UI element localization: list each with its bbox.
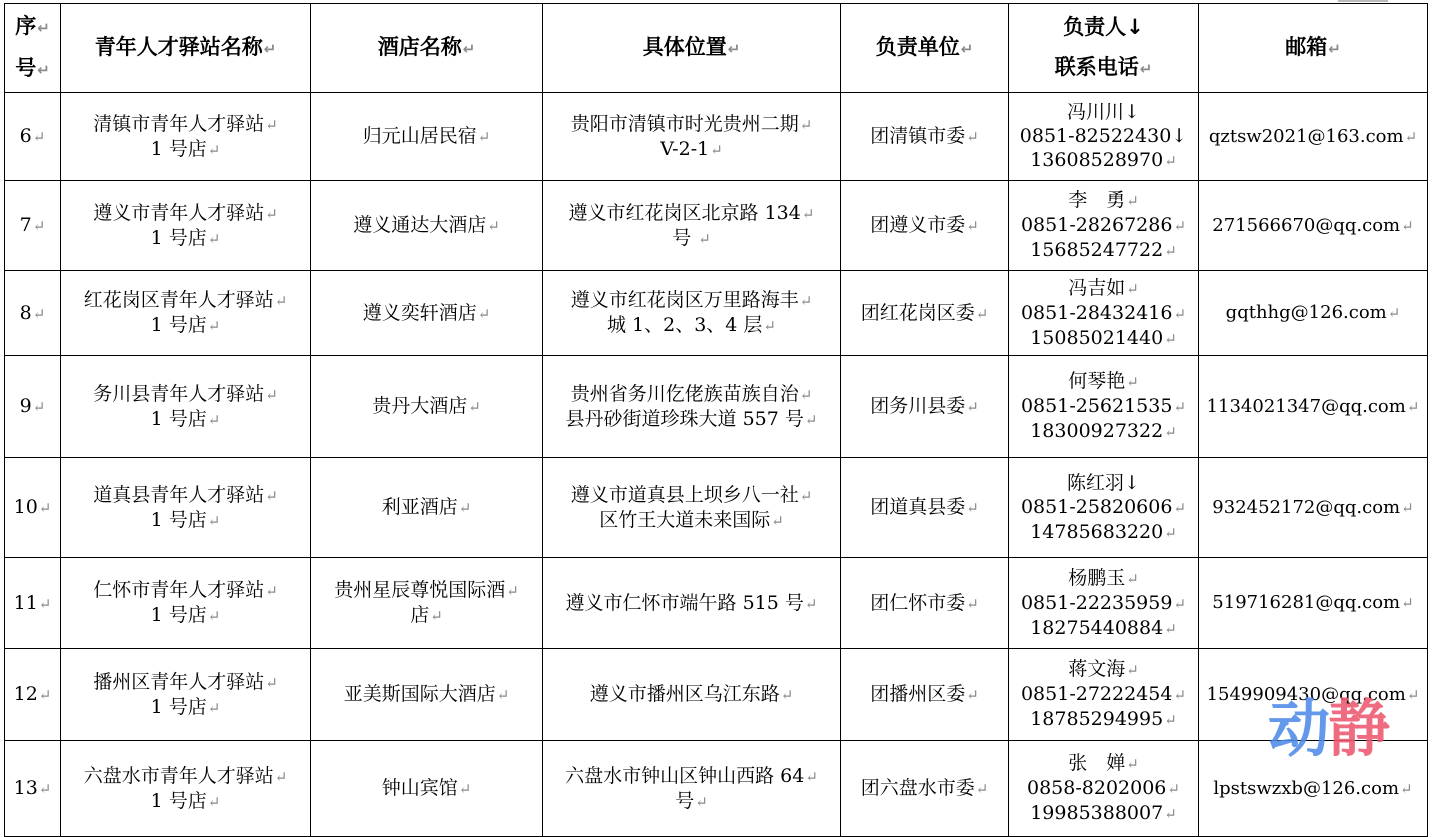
paragraph-mark-icon: ↵	[1401, 594, 1414, 612]
contact-cell	[1009, 93, 1199, 181]
youth-talent-station-table	[4, 3, 1428, 837]
email-cell	[1199, 649, 1428, 741]
paragraph-mark-icon: ↵	[38, 499, 52, 517]
cell-line: 10↵	[13, 496, 52, 518]
paragraph-mark-icon: ↵	[780, 686, 794, 704]
cell-line: 城 1、2、3、4 层↵	[606, 314, 776, 336]
paragraph-mark-icon: ↵	[462, 40, 476, 58]
paragraph-mark-icon: ↵	[263, 40, 277, 58]
station-name-cell	[61, 181, 311, 271]
station-name-cell	[61, 271, 311, 356]
cell-line: 店↵	[410, 604, 443, 626]
cell-line: 遵义市青年人才驿站↵	[93, 201, 278, 224]
paragraph-mark-icon: ↵	[1139, 60, 1153, 78]
cell-line: 何琴艳↵	[1068, 370, 1139, 392]
cell-line: 号↵	[15, 56, 50, 80]
email-cell	[1199, 558, 1428, 649]
cell-line: 14785683220↵	[1030, 520, 1177, 543]
paragraph-mark-icon: ↵	[1401, 498, 1414, 517]
header-email	[1199, 4, 1428, 93]
cell-line: 团清镇市委↵	[870, 125, 979, 147]
station-name-cell	[61, 649, 311, 741]
paragraph-mark-icon: ↵	[966, 398, 979, 416]
cell-line: 0851-28267286↵	[1020, 214, 1187, 236]
serial-number-cell	[5, 558, 61, 649]
paragraph-mark-icon: ↵	[1164, 805, 1177, 823]
email-cell	[1199, 271, 1428, 356]
responsible-unit-cell	[841, 558, 1009, 649]
paragraph-mark-icon: ↵	[265, 204, 278, 223]
paragraph-mark-icon: ↵	[207, 792, 221, 811]
paragraph-mark-icon: ↵	[207, 317, 221, 335]
responsible-unit-cell	[841, 649, 1009, 741]
paragraph-mark-icon: ↵	[966, 499, 979, 517]
paragraph-mark-icon: ↵	[274, 767, 288, 786]
table-body	[5, 93, 1428, 837]
email-cell	[1199, 741, 1428, 837]
contact-cell	[1009, 271, 1199, 356]
cell-line: 1 号店↵	[150, 695, 221, 718]
responsible-unit-cell	[841, 93, 1009, 181]
serial-number-cell	[5, 271, 61, 356]
cell-line: 1 号店↵	[150, 226, 221, 249]
cell-line: 县丹砂街道珍珠大道 557 号↵	[565, 407, 818, 430]
hotel-name-cell	[311, 741, 543, 837]
paragraph-mark-icon: ↵	[1173, 594, 1187, 613]
cell-line: 贵州星辰尊悦国际酒↵	[334, 579, 519, 601]
paragraph-mark-icon: ↵	[966, 686, 979, 704]
cell-line: 1 号店↵	[150, 508, 221, 531]
paragraph-mark-icon: ↵	[1126, 192, 1139, 210]
cell-line: lpstswzxb@126.com↵	[1213, 777, 1413, 799]
cell-line: 12↵	[13, 683, 52, 705]
dongjing-watermark-logo: 动静	[1268, 692, 1389, 765]
email-cell	[1199, 356, 1428, 458]
cell-line: qztsw2021@163.com↵	[1208, 125, 1418, 147]
paragraph-mark-icon: ↵	[698, 229, 711, 248]
table-row	[5, 181, 1428, 271]
cell-line: 团道真县委↵	[870, 496, 979, 518]
paragraph-mark-icon: ↵	[966, 594, 979, 613]
paragraph-mark-icon: ↵	[32, 128, 46, 146]
cell-line: 张 婵↵	[1068, 752, 1139, 774]
cell-line: V-2-1↵	[660, 137, 723, 160]
serial-number-cell	[5, 741, 61, 837]
paragraph-mark-icon: ↵	[477, 304, 491, 323]
cell-line: 蒋文海↵	[1068, 658, 1139, 680]
header-location	[543, 4, 841, 93]
cell-line: 0851-27222454↵	[1020, 683, 1187, 705]
paragraph-mark-icon: ↵	[975, 304, 989, 323]
paragraph-mark-icon: ↵	[430, 607, 443, 625]
table-header-row	[5, 4, 1428, 93]
paragraph-mark-icon: ↵	[799, 385, 813, 404]
serial-number-cell	[5, 93, 61, 181]
cell-line: 1549909430@qq.com↵	[1206, 683, 1420, 705]
station-name-cell	[61, 558, 311, 649]
cell-line: 1134021347@qq.com↵	[1206, 395, 1420, 417]
paragraph-mark-icon: ↵	[801, 204, 815, 223]
contact-cell	[1009, 356, 1199, 458]
cell-line: 遵义市播州区乌江东路↵	[589, 683, 794, 705]
cell-line: 团六盘水市委↵	[860, 777, 989, 799]
paragraph-mark-icon: ↵	[37, 61, 50, 79]
cell-line: 271566670@qq.com↵	[1212, 214, 1414, 236]
email-cell	[1199, 181, 1428, 271]
table-row	[5, 271, 1428, 356]
paragraph-mark-icon: ↵	[32, 398, 46, 416]
cell-line: 区竹王大道未来国际↵	[599, 508, 784, 531]
paragraph-mark-icon: ↵	[763, 317, 776, 335]
location-cell	[543, 741, 841, 837]
paragraph-mark-icon: ↵	[1164, 523, 1177, 542]
cell-line: 红花岗区青年人才驿站↵	[83, 289, 288, 311]
cell-line: 钟山宾馆↵	[381, 777, 472, 799]
table-row	[5, 649, 1428, 741]
cell-line: 负责人↓	[1063, 15, 1144, 39]
cell-line: 青年人才驿站名称↵	[94, 35, 277, 59]
location-cell	[543, 558, 841, 649]
cell-line: 1 号店↵	[150, 604, 221, 626]
cell-line: 0851-28432416↵	[1020, 301, 1187, 324]
cell-line: 18275440884↵	[1030, 616, 1177, 639]
paragraph-mark-icon: ↵	[966, 128, 979, 146]
table-row	[5, 93, 1428, 181]
hotel-name-cell	[311, 356, 543, 458]
paragraph-mark-icon: ↵	[458, 780, 472, 798]
paragraph-mark-icon: ↵	[1126, 569, 1139, 588]
cell-line: 贵丹大酒店↵	[372, 395, 481, 417]
paragraph-mark-icon: ↵	[804, 410, 818, 429]
cell-line: 1 号店↵	[150, 137, 221, 160]
cell-line: 519716281@qq.com↵	[1212, 592, 1414, 613]
cell-line: 6↵	[19, 125, 46, 147]
cell-line: 陈红羽↓	[1067, 471, 1140, 494]
paragraph-mark-icon: ↵	[265, 115, 278, 134]
paragraph-mark-icon: ↵	[32, 304, 46, 323]
cell-line: 遵义奕轩酒店↵	[362, 301, 491, 324]
cell-line: 道真县青年人才驿站↵	[93, 483, 278, 506]
hotel-name-cell	[311, 649, 543, 741]
paragraph-mark-icon: ↵	[1164, 329, 1177, 348]
contact-cell	[1009, 458, 1199, 558]
station-name-cell	[61, 741, 311, 837]
cell-line: 团播州区委↵	[870, 683, 979, 705]
cell-line: 0851-25621535↵	[1020, 395, 1187, 417]
cell-line: 19985388007↵	[1030, 802, 1177, 824]
paragraph-mark-icon: ↵	[1164, 423, 1177, 441]
paragraph-mark-icon: ↵	[477, 128, 491, 146]
paragraph-mark-icon: ↵	[32, 217, 46, 235]
cell-line: gqthhg@126.com↵	[1225, 302, 1401, 323]
cell-line: 13↵	[13, 777, 52, 799]
paragraph-mark-icon: ↵	[771, 511, 784, 530]
location-cell	[543, 271, 841, 356]
paragraph-mark-icon: ↵	[1406, 685, 1420, 704]
paragraph-mark-icon: ↵	[799, 292, 813, 310]
cell-line: 贵阳市清镇市时光贵州二期↵	[570, 112, 813, 135]
paragraph-mark-icon: ↵	[1328, 40, 1341, 58]
location-cell	[543, 458, 841, 558]
responsible-unit-cell	[841, 271, 1009, 356]
serial-number-cell	[5, 649, 61, 741]
cell-line: 亚美斯国际大酒店↵	[343, 683, 510, 705]
header-station-name	[61, 4, 311, 93]
hotel-name-cell	[311, 181, 543, 271]
hotel-name-cell	[311, 458, 543, 558]
cell-line: 归元山居民宿↵	[362, 125, 491, 147]
paragraph-mark-icon: ↵	[506, 582, 519, 600]
paragraph-mark-icon: ↵	[975, 780, 989, 798]
paragraph-mark-icon: ↵	[799, 115, 813, 134]
paragraph-mark-icon: ↵	[695, 792, 708, 811]
responsible-unit-cell	[841, 181, 1009, 271]
paragraph-mark-icon: ↵	[1173, 217, 1187, 235]
cell-line: 7↵	[19, 214, 46, 236]
cell-line: 11↵	[13, 591, 52, 614]
responsible-unit-cell	[841, 458, 1009, 558]
paragraph-mark-icon: ↵	[727, 40, 741, 58]
paragraph-mark-icon: ↵	[799, 486, 813, 505]
paragraph-mark-icon: ↵	[1401, 216, 1414, 235]
paragraph-mark-icon: ↵	[1387, 304, 1401, 322]
contact-cell	[1009, 741, 1199, 837]
station-name-cell	[61, 93, 311, 181]
paragraph-mark-icon: ↵	[1404, 127, 1418, 146]
paragraph-mark-icon: ↵	[207, 607, 221, 625]
paragraph-mark-icon: ↵	[1126, 373, 1139, 391]
cell-line: 团遵义市委↵	[870, 214, 979, 236]
serial-number-cell	[5, 356, 61, 458]
paragraph-mark-icon: ↵	[207, 410, 221, 429]
paragraph-mark-icon: ↵	[1164, 242, 1177, 260]
station-name-cell	[61, 458, 311, 558]
cell-line: 15685247722↵	[1030, 239, 1177, 261]
paragraph-mark-icon: ↵	[38, 686, 52, 704]
cell-line: 9↵	[19, 395, 46, 417]
cell-line: 0851-22235959↵	[1020, 591, 1187, 614]
contact-cell	[1009, 181, 1199, 271]
cell-line: 冯川川↓	[1067, 101, 1140, 123]
cell-line: 团务川县委↵	[870, 395, 979, 417]
cell-line: 18300927322↵	[1030, 420, 1177, 442]
cell-line: 18785294995↵	[1030, 708, 1177, 730]
header-serial-number	[5, 4, 61, 93]
email-cell	[1199, 458, 1428, 558]
cell-line: 0851-82522430↓	[1019, 125, 1188, 147]
paragraph-mark-icon: ↵	[38, 594, 52, 613]
paragraph-mark-icon: ↵	[496, 686, 510, 704]
paragraph-mark-icon: ↵	[1400, 779, 1413, 798]
cell-line: 利亚酒店↵	[381, 496, 472, 518]
cell-line: 播州区青年人才驿站↵	[93, 670, 278, 693]
hotel-name-cell	[311, 558, 543, 649]
cell-line: 1 号店↵	[150, 789, 221, 812]
cell-line: 1 号店↵	[150, 407, 221, 430]
serial-number-cell	[5, 458, 61, 558]
paragraph-mark-icon: ↵	[1173, 498, 1187, 517]
paragraph-mark-icon: ↵	[207, 229, 221, 248]
paragraph-mark-icon: ↵	[1406, 397, 1420, 416]
table-row	[5, 458, 1428, 558]
location-cell	[543, 93, 841, 181]
hotel-name-cell	[311, 93, 543, 181]
cell-line: 贵州省务川仡佬族苗族自治↵	[570, 382, 813, 405]
cell-line: 具体位置↵	[642, 35, 741, 59]
cell-line: 冯吉如↵	[1068, 276, 1139, 299]
paragraph-mark-icon: ↵	[265, 486, 278, 505]
hotel-name-cell	[311, 271, 543, 356]
header-responsible-unit	[841, 4, 1009, 93]
paragraph-mark-icon: ↵	[207, 140, 221, 159]
paragraph-mark-icon: ↵	[265, 582, 278, 600]
cell-line: 0851-25820606↵	[1020, 495, 1187, 518]
cell-line: 六盘水市钟山区钟山西路 64↵	[565, 764, 818, 787]
cell-line: 杨鹏玉↵	[1068, 566, 1139, 589]
paragraph-mark-icon: ↵	[37, 19, 50, 37]
contact-cell	[1009, 649, 1199, 741]
cell-line: 932452172@qq.com↵	[1212, 496, 1414, 518]
cell-line: 序↵	[15, 14, 50, 38]
paragraph-mark-icon: ↵	[1167, 780, 1180, 798]
serial-number-cell	[5, 181, 61, 271]
table-row	[5, 356, 1428, 458]
paragraph-mark-icon: ↵	[1126, 661, 1139, 679]
paragraph-mark-icon: ↵	[1173, 304, 1187, 323]
table-row	[5, 741, 1428, 837]
paragraph-mark-icon: ↵	[468, 398, 481, 416]
cell-line: 遵义市红花岗区万里路海丰↵	[570, 289, 813, 311]
cell-line: 号↵	[675, 789, 708, 812]
paragraph-mark-icon: ↵	[1164, 619, 1177, 638]
paragraph-mark-icon: ↵	[1164, 152, 1177, 170]
paragraph-mark-icon: ↵	[960, 40, 974, 58]
cell-line: 15085021440↵	[1030, 326, 1177, 349]
cell-line: 号 ↵	[672, 226, 711, 249]
paragraph-mark-icon: ↵	[265, 673, 278, 692]
cell-line: 负责单位↵	[875, 35, 974, 59]
paragraph-mark-icon: ↵	[710, 140, 723, 159]
location-cell	[543, 649, 841, 741]
cell-line: 务川县青年人才驿站↵	[93, 382, 278, 405]
cell-line: 遵义通达大酒店↵	[353, 214, 500, 236]
paragraph-mark-icon: ↵	[487, 217, 500, 235]
paragraph-mark-icon: ↵	[207, 698, 221, 717]
cell-line: 13608528970↵	[1030, 149, 1177, 171]
paragraph-mark-icon: ↵	[38, 780, 52, 798]
cell-line: 遵义市红花岗区北京路 134↵	[568, 201, 815, 224]
cell-line: 遵义市道真县上坝乡八一社↵	[570, 483, 813, 506]
paragraph-mark-icon: ↵	[1173, 686, 1187, 704]
header-contact	[1009, 4, 1199, 93]
location-cell	[543, 356, 841, 458]
station-name-cell	[61, 356, 311, 458]
paragraph-mark-icon: ↵	[966, 217, 979, 235]
cell-line: 仁怀市青年人才驿站↵	[93, 579, 278, 601]
table-row	[5, 558, 1428, 649]
cell-line: 酒店名称↵	[377, 35, 476, 59]
cell-line: 1 号店↵	[150, 314, 221, 336]
contact-cell	[1009, 558, 1199, 649]
corner-mark	[1338, 0, 1388, 2]
cell-line: 团仁怀市委↵	[870, 591, 979, 614]
cell-line: 团红花岗区委↵	[860, 301, 989, 324]
paragraph-mark-icon: ↵	[274, 292, 288, 310]
responsible-unit-cell	[841, 356, 1009, 458]
paragraph-mark-icon: ↵	[1164, 711, 1177, 729]
cell-line: 联系电话↵	[1054, 55, 1153, 79]
paragraph-mark-icon: ↵	[805, 767, 818, 786]
cell-line: 0858-8202006↵	[1027, 777, 1180, 799]
email-cell	[1199, 93, 1428, 181]
header-hotel-name	[311, 4, 543, 93]
cell-line: 遵义市仁怀市端午路 515 号↵	[565, 591, 818, 614]
location-cell	[543, 181, 841, 271]
cell-line: 8↵	[19, 301, 46, 324]
paragraph-mark-icon: ↵	[1126, 755, 1139, 773]
paragraph-mark-icon: ↵	[265, 385, 278, 404]
paragraph-mark-icon: ↵	[804, 594, 818, 613]
paragraph-mark-icon: ↵	[458, 499, 472, 517]
paragraph-mark-icon: ↵	[1173, 398, 1187, 416]
cell-line: 邮箱↵	[1285, 35, 1341, 59]
cell-line: 六盘水市青年人才驿站↵	[83, 764, 288, 787]
responsible-unit-cell	[841, 741, 1009, 837]
paragraph-mark-icon: ↵	[1126, 279, 1139, 298]
paragraph-mark-icon: ↵	[207, 511, 221, 530]
cell-line: 清镇市青年人才驿站↵	[93, 112, 278, 135]
cell-line: 李 勇↵	[1068, 189, 1139, 211]
